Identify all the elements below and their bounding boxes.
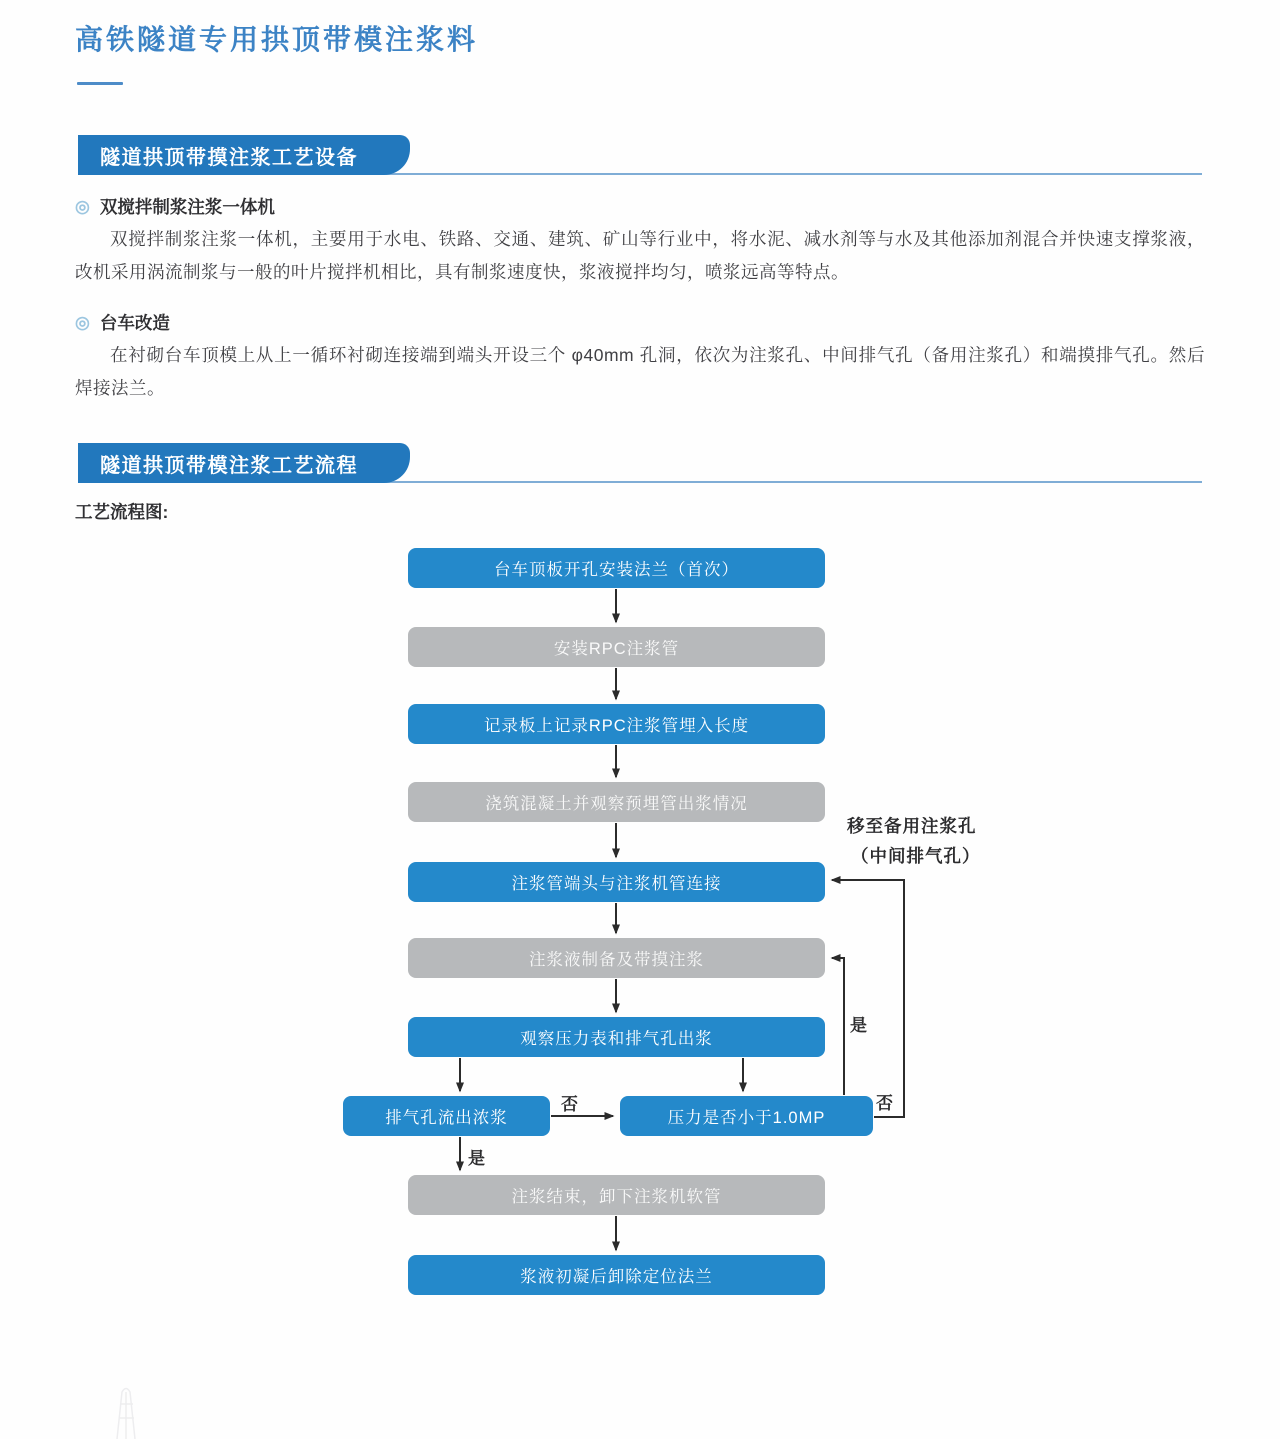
flow-step-pour-concrete: 浇筑混凝土并观察预埋管出浆情况 bbox=[408, 782, 825, 822]
tower-watermark-icon bbox=[95, 1384, 165, 1439]
flow-step-install-rpc-pipe: 安装RPC注浆管 bbox=[408, 627, 825, 667]
title-underline-divider bbox=[77, 82, 123, 85]
bullet-item-trolley-heading: 台车改造 bbox=[99, 312, 170, 333]
flow-step-connect-machine: 注浆管端头与注浆机管连接 bbox=[408, 862, 825, 902]
page-title: 高铁隧道专用拱顶带模注浆料 bbox=[75, 24, 479, 55]
flow-label-yes-down: 是 bbox=[468, 1149, 486, 1168]
bullet-item-trolley bbox=[75, 310, 1205, 335]
flow-step-install-flange: 台车顶板开孔安装法兰（首次） bbox=[408, 548, 825, 588]
section-equipment-banner: 隧道拱顶带摸注浆工艺设备 bbox=[78, 135, 410, 175]
flow-step-record-length: 记录板上记录RPC注浆管埋入长度 bbox=[408, 704, 825, 744]
flow-note-middle-vent: （中间排气孔） bbox=[851, 846, 981, 866]
section-equipment-content bbox=[75, 194, 1205, 405]
bullet-item-mixer-heading: 双搅拌制浆注浆一体机 bbox=[99, 197, 275, 217]
section-process-banner: 隧道拱顶带模注浆工艺流程 bbox=[78, 443, 410, 483]
flow-step-prepare-grout: 注浆液制备及带摸注浆 bbox=[408, 938, 825, 978]
bullet-item-mixer bbox=[75, 194, 1205, 219]
section-process-header-row bbox=[78, 443, 1202, 483]
section-equipment-header-row bbox=[78, 135, 1202, 175]
double-circle-bullet-icon: ◎ bbox=[75, 312, 90, 332]
paragraph-mixer-description: 双搅拌制浆注浆一体机，主要用于水电、铁路、交通、建筑、矿山等行业中，将水泥、减水剂等与水及其他添加剂混合并快速支撑浆液，改机采用涡流制浆与一般的叶片搅拌机相比，具有制浆速度快，浆液搅拌均匀，喷浆远高等特点。 bbox=[75, 229, 1205, 283]
flow-label-yes-feedback: 是 bbox=[850, 1016, 868, 1035]
flow-step-vent-thick-grout: 排气孔流出浓浆 bbox=[343, 1096, 550, 1136]
flow-step-pressure-check: 压力是否小于1.0MP bbox=[620, 1096, 873, 1136]
paragraph-trolley-description: 在衬砌台车顶模上从上一循环衬砌连接端到端头开设三个 φ40mm 孔洞，依次为注浆孔、中间排气孔（备用注浆孔）和端摸排气孔。然后焊接法兰。 bbox=[75, 344, 1205, 398]
process-flowchart bbox=[0, 540, 1280, 1340]
double-circle-bullet-icon: ◎ bbox=[75, 197, 90, 216]
title-block bbox=[0, 0, 1280, 85]
flow-note-move-to-spare: 移至备用注浆孔 bbox=[847, 816, 977, 836]
flow-label-no-feedback: 否 bbox=[876, 1094, 894, 1113]
flow-step-remove-flange: 浆液初凝后卸除定位法兰 bbox=[408, 1255, 825, 1295]
flow-step-finish-grouting: 注浆结束，卸下注浆机软管 bbox=[408, 1175, 825, 1215]
flow-diagram-label: 工艺流程图: bbox=[75, 502, 169, 522]
flow-step-observe-pressure: 观察压力表和排气孔出浆 bbox=[408, 1017, 825, 1057]
flow-label-no-between: 否 bbox=[561, 1095, 579, 1114]
